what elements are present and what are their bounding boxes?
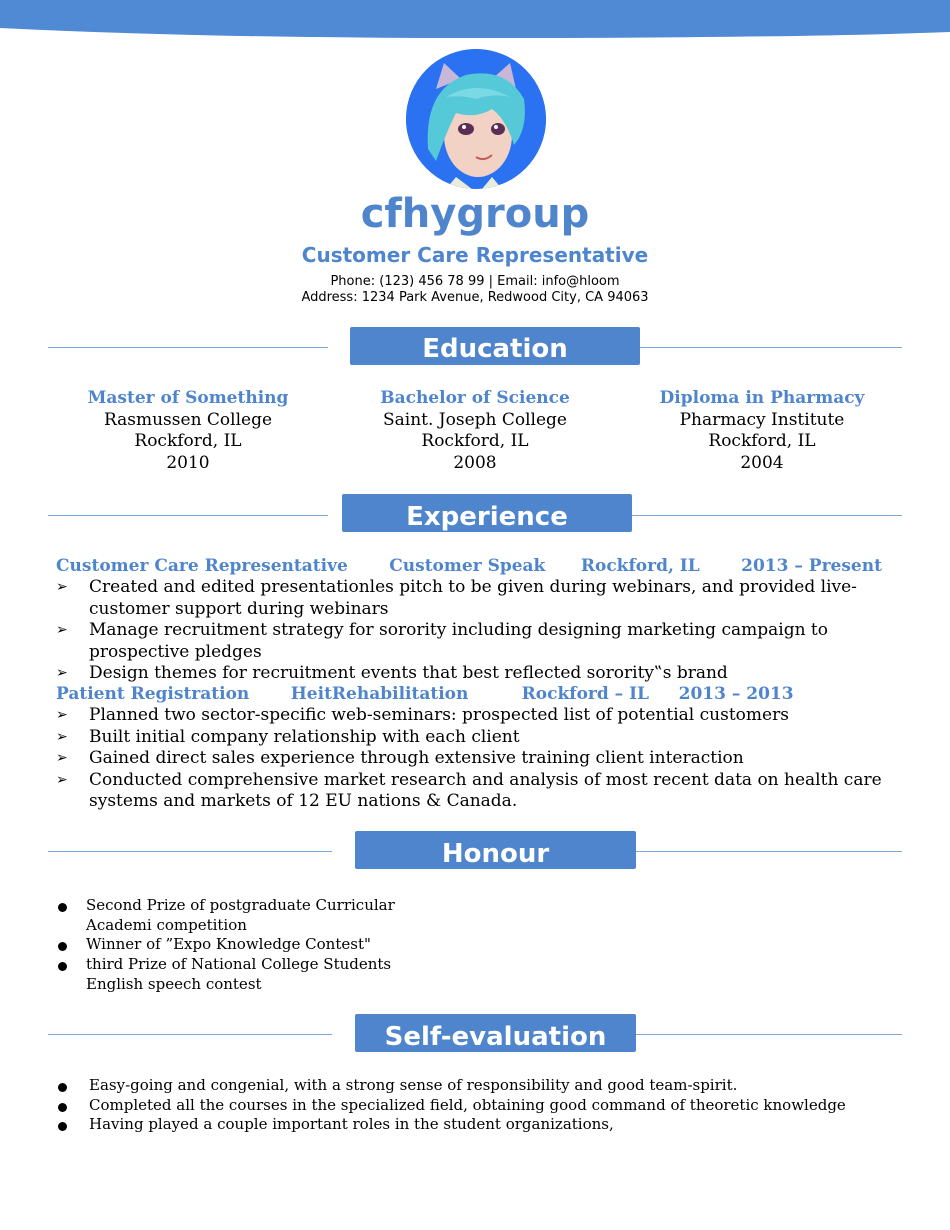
divider-line [48,515,328,516]
divider-line [48,851,332,852]
year: 2008 [453,452,497,473]
education-item [43,388,333,474]
list-item: ➢ Manage recruitment strategy for sorority including designing marketing campaign to prospective pledges [56,620,829,662]
job-header [56,683,794,705]
divider-line [636,1034,902,1035]
list-item: Completed all the courses in the specialized field, obtaining good command of theoretic knowledge [58,1096,918,1116]
school: Pharmacy Institute [679,409,845,430]
arrow-bullet-icon: ➢ [56,707,68,723]
job-location: Rockford – IL [521,684,650,704]
degree: Bachelor of Science [380,388,570,408]
list-item: Having played a couple important roles in the student organizations, [58,1115,918,1135]
divider-line [632,515,902,516]
list-item: ➢ Gained direct sales experience through extensive training client interaction [56,748,744,768]
location: Rockford, IL [421,431,529,451]
divider-line [48,1034,332,1035]
location: Rockford, IL [708,431,816,451]
job-header [56,555,882,577]
list-item: ➢ Conducted comprehensive market research and analysis of most recent data on health care systems and markets of 12 EU nations & Canada. [56,769,882,811]
job-bullets [56,577,906,685]
degree: Master of Something [87,388,289,408]
job-dates: 2013 – Present [741,556,882,576]
location: Rockford, IL [134,431,242,451]
list-item: Winner of ”Expo Knowledge Contest" [58,935,438,955]
school: Rasmussen College [103,409,273,430]
self-evaluation-list [58,1076,918,1135]
job-company: HeitRehabilitation [290,684,469,704]
job-location: Rockford, IL [580,556,700,576]
year: 2010 [166,452,210,473]
section-title-honour: Honour [355,831,636,869]
list-item: ➢ Built initial company relationship with each client [56,726,520,747]
job-position: Customer Care Representative [56,556,348,576]
job-company: Customer Speak [389,556,546,576]
bullet-dot-icon [58,1103,67,1112]
candidate-name: cfhygroup [360,191,590,237]
top-banner [0,0,950,40]
arrow-bullet-icon: ➢ [56,622,68,638]
list-item: Second Prize of postgraduate Curricular Academi competition [58,896,438,935]
bullet-dot-icon [58,903,67,912]
bullet-dot-icon [58,1083,67,1092]
year: 2004 [740,452,784,473]
divider-line [48,347,328,348]
list-item: ➢ Design themes for recruitment events that best reflected sorority‟s brand [56,663,728,683]
school: Saint. Joseph College [383,409,567,430]
section-title-self-evaluation: Self-evaluation [355,1014,636,1052]
list-item: ➢ Planned two sector-specific web-seminars: prospected list of potential customers [56,705,789,725]
divider-line [636,851,902,852]
list-item: Easy-going and congenial, with a strong sense of responsibility and good team-spirit. [58,1076,918,1096]
profile-photo [406,49,546,189]
education-item [617,388,907,474]
arrow-bullet-icon: ➢ [56,750,68,766]
section-title-education: Education [350,327,640,365]
job-dates: 2013 – 2013 [678,684,794,704]
address-line: Address: 1234 Park Avenue, Redwood City, CA 94063 [301,290,649,305]
bullet-dot-icon [58,1122,67,1131]
divider-line [640,347,902,348]
list-item: ➢ Created and edited presentationles pitch to be given during webinars, and provided live-customer support during webinars [56,577,857,619]
arrow-bullet-icon: ➢ [56,579,68,595]
section-title-experience: Experience [342,494,632,532]
list-item: third Prize of National College Students English speech contest [58,955,438,994]
arrow-bullet-icon: ➢ [56,771,68,788]
education-item [330,388,620,474]
honour-list [58,896,438,995]
job-bullets [56,705,906,813]
contact-line: Phone: (123) 456 78 99 | Email: info@hloom [330,274,620,289]
arrow-bullet-icon: ➢ [56,665,68,681]
bullet-dot-icon [58,962,67,971]
arrow-bullet-icon: ➢ [56,728,68,745]
job-title: Customer Care Representative [301,243,649,267]
bullet-dot-icon [58,942,67,951]
job-position: Patient Registration [56,684,250,704]
degree: Diploma in Pharmacy [659,388,865,408]
